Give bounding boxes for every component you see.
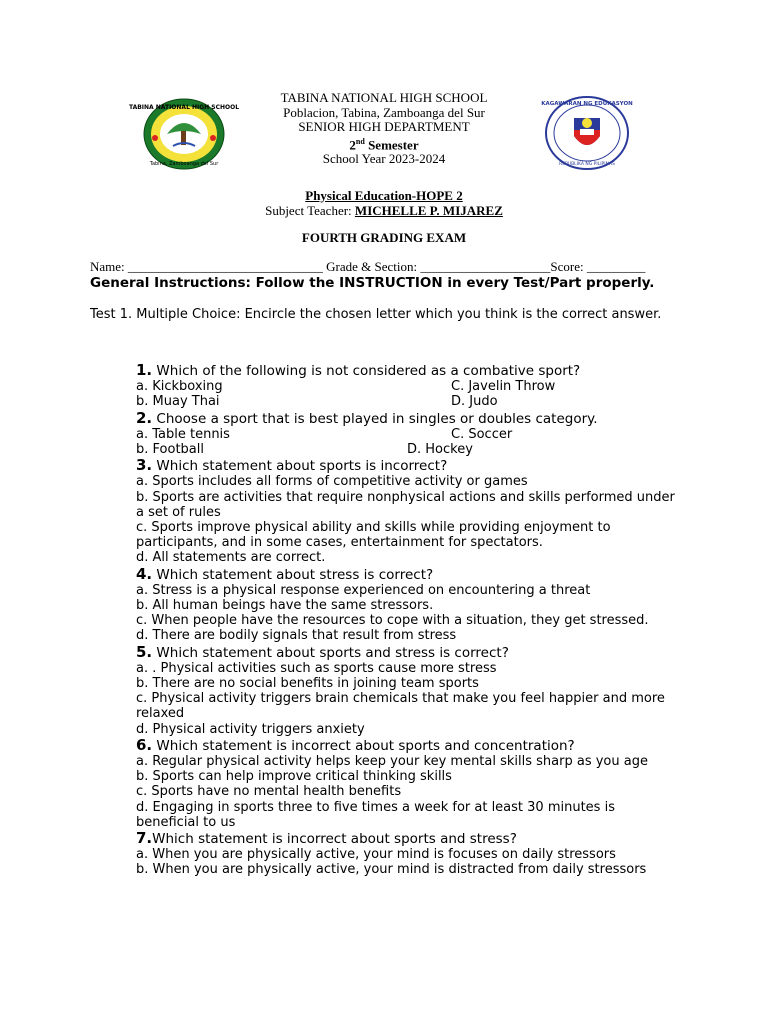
semester: [0, 135, 768, 153]
teacher-label: Subject Teacher:: [265, 203, 355, 218]
option-b[interactable]: b. Sports are activities that require nonphysical actions and skills performed under a set of rules: [136, 489, 675, 520]
subject-teacher: [0, 203, 768, 218]
option-b[interactable]: b. There are no social benefits in joining team sports: [136, 676, 479, 691]
question-3: [136, 458, 676, 474]
question-text: Which statement about stress is correct?: [152, 566, 434, 583]
question-5: [136, 642, 676, 661]
question-2: [136, 408, 676, 427]
question-1: [136, 363, 676, 379]
option-b[interactable]: b. Football: [136, 441, 204, 457]
option-a[interactable]: a. Sports includes all forms of competitive activity or games: [136, 474, 528, 490]
option-c[interactable]: c. When people have the resources to cope with a situation, they get stressed.: [136, 613, 649, 629]
school-address: Poblacion, Tabina, Zamboanga del Sur: [283, 104, 485, 120]
semester-sup: nd: [355, 136, 365, 146]
option-a[interactable]: a. Kickboxing: [136, 379, 223, 395]
question-number: 4.: [136, 564, 153, 583]
school-header: [0, 91, 768, 167]
question-text: Which statement about sports and stress is correct?: [152, 644, 509, 661]
question-6: [136, 735, 676, 754]
semester-word: Semester: [364, 136, 419, 152]
option-d[interactable]: d. All statements are correct.: [136, 550, 326, 566]
option-d[interactable]: d. Physical activity triggers anxiety: [136, 721, 365, 737]
question-text: Which of the following is not considered as a combative sport?: [152, 363, 581, 379]
option-b[interactable]: b. All human beings have the same stressors.: [136, 597, 434, 613]
option-row: [136, 394, 676, 409]
question-number: 7.: [136, 829, 153, 848]
department: SENIOR HIGH DEPARTMENT: [298, 119, 470, 134]
option-a[interactable]: a. Table tennis: [136, 426, 230, 442]
option-c[interactable]: C. Soccer: [451, 426, 513, 442]
question-text: Choose a sport that is best played in singles or doubles category.: [152, 410, 598, 427]
option-b[interactable]: b. Muay Thai: [136, 394, 220, 410]
option-d[interactable]: d. Engaging in sports three to five times a week for at least 30 minutes is beneficial to us: [136, 799, 615, 830]
option-d[interactable]: d. There are bodily signals that result from stress: [136, 628, 457, 644]
test1-instructions: Test 1. Multiple Choice: Encircle the chosen letter which you think is the correct answer.: [90, 307, 662, 322]
question-7: [136, 831, 676, 847]
question-text: Which statement is incorrect about sports and concentration?: [152, 737, 575, 754]
option-c[interactable]: c. Physical activity triggers brain chemicals that make you feel happier and more relaxed: [136, 691, 665, 722]
subject-block: [0, 188, 768, 218]
question-4: [136, 564, 676, 583]
name-field[interactable]: Name: ______________________________: [90, 259, 323, 274]
question-number: 5.: [136, 642, 153, 661]
score-field[interactable]: Score: _________: [550, 259, 646, 274]
logo-left-text: TABINA NATIONAL HIGH SCHOOL: [128, 104, 240, 111]
option-row: [136, 379, 676, 394]
option-a[interactable]: a. When you are physically active, your mind is focuses on daily stressors: [136, 847, 616, 863]
question-number: 6.: [136, 735, 153, 754]
option-d[interactable]: D. Hockey: [407, 441, 473, 457]
option-row: [136, 427, 676, 442]
question-number: 3.: [136, 456, 153, 475]
question-number: 1.: [136, 361, 153, 379]
questions-list: [136, 362, 676, 878]
school-name: TABINA NATIONAL HIGH SCHOOL: [280, 90, 488, 105]
question-text: Which statement is incorrect about sports and stress?: [152, 831, 517, 848]
option-b[interactable]: b. Sports can help improve critical thinking skills: [136, 769, 452, 785]
subject-title: Physical Education-HOPE 2: [305, 188, 463, 203]
name-line: [90, 259, 690, 275]
option-c[interactable]: C. Javelin Throw: [451, 379, 556, 395]
option-d[interactable]: D. Judo: [451, 394, 498, 410]
question-text: Which statement about sports is incorrect?: [152, 458, 448, 475]
logo-right-text: KAGAWARAN NG EDUKASYON: [541, 101, 633, 107]
option-a[interactable]: a. Stress is a physical response experienced on encountering a threat: [136, 582, 591, 598]
logo-left-bottom: Tabina, Zamboanga del Sur: [149, 161, 219, 167]
semester-num: 2: [349, 136, 356, 152]
option-a[interactable]: a. . Physical activities such as sports cause more stress: [136, 660, 497, 676]
option-a[interactable]: a. Regular physical activity helps keep your key mental skills sharp as you age: [136, 754, 648, 770]
question-number: 2.: [136, 408, 153, 427]
general-instructions: General Instructions: Follow the INSTRUCTION in every Test/Part properly.: [90, 275, 655, 291]
grade-section-field[interactable]: Grade & Section: ____________________: [322, 259, 551, 274]
option-row: [136, 442, 676, 457]
option-c[interactable]: c. Sports have no mental health benefits: [136, 784, 402, 800]
logo-right-bottom: REPUBLIKA NG PILIPINAS: [559, 162, 615, 167]
school-year: School Year 2023-2024: [322, 151, 446, 167]
teacher-name: MICHELLE P. MIJAREZ: [354, 203, 503, 218]
option-c[interactable]: c. Sports improve physical ability and skills while providing enjoyment to participants, and in some cases, entertainment for spectators.: [136, 519, 611, 551]
exam-title: FOURTH GRADING EXAM: [301, 230, 467, 245]
option-b[interactable]: b. When you are physically active, your mind is distracted from daily stressors: [136, 862, 647, 878]
